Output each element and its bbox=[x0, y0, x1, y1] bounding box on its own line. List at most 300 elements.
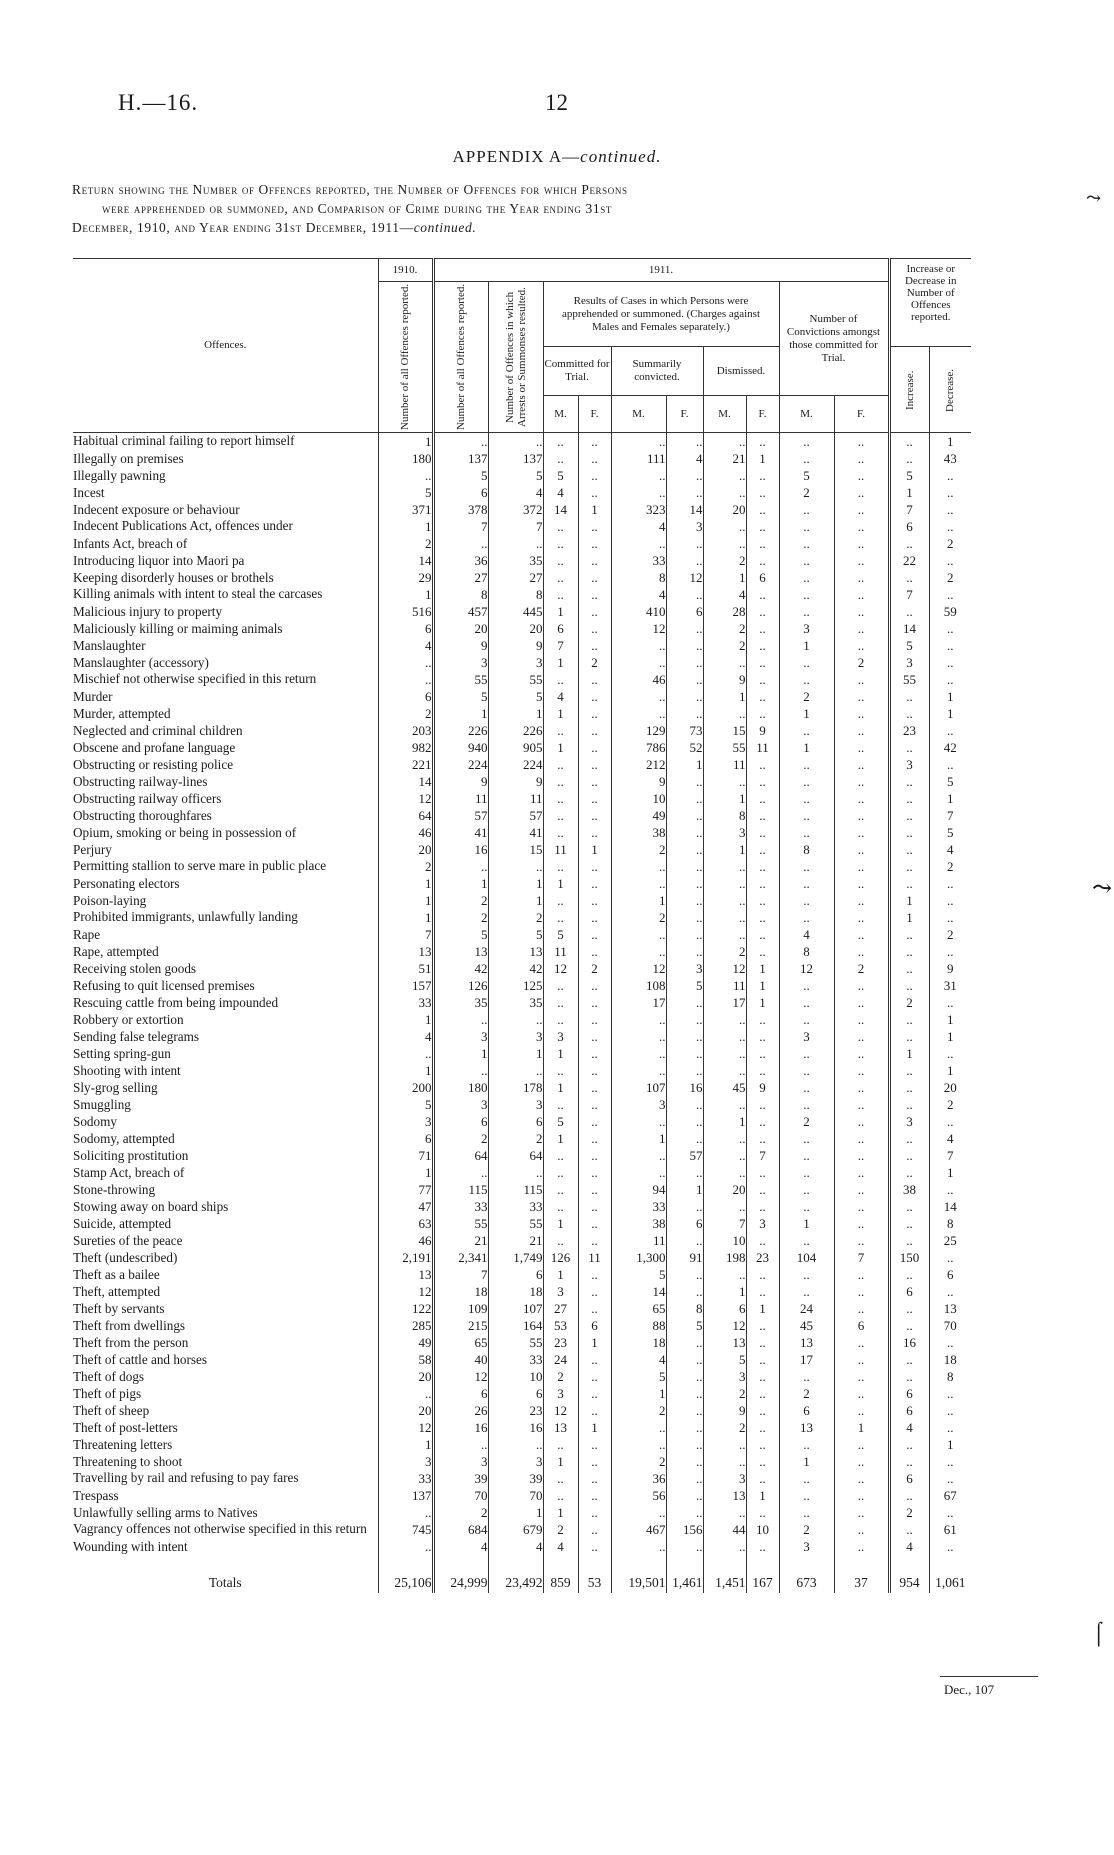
cell-dismissed-f: .. bbox=[746, 1538, 779, 1555]
cell-summarily-m: 8 bbox=[611, 569, 666, 586]
cell-committed-f: .. bbox=[578, 1385, 611, 1402]
cell-committed-m: 7 bbox=[543, 637, 578, 654]
cell-committed-m: 11 bbox=[543, 943, 578, 960]
cell-decrease: .. bbox=[929, 552, 971, 569]
cell-increase: 1 bbox=[889, 1045, 929, 1062]
cell-reported-1910: 29 bbox=[378, 569, 433, 586]
cell-dismissed-m: .. bbox=[703, 1028, 746, 1045]
cell-committed-m: .. bbox=[543, 518, 578, 535]
cell-arrests: 1,749 bbox=[488, 1249, 543, 1266]
cell-decrease: 1 bbox=[929, 688, 971, 705]
cell-committed-m: .. bbox=[543, 535, 578, 552]
cell-reported-1911: 26 bbox=[433, 1402, 488, 1419]
cell-summarily-f: .. bbox=[666, 909, 703, 926]
cell-committed-f: .. bbox=[578, 994, 611, 1011]
cell-increase: 2 bbox=[889, 1504, 929, 1521]
summarily-header: Summarily convicted. bbox=[611, 347, 703, 396]
cell-summarily-f: 91 bbox=[666, 1249, 703, 1266]
cell-arrests: 42 bbox=[488, 960, 543, 977]
cell-convictions-m: .. bbox=[779, 807, 834, 824]
cell-convictions-f: .. bbox=[834, 1402, 889, 1419]
cell-convictions-m: .. bbox=[779, 603, 834, 620]
cell-summarily-m: 38 bbox=[611, 824, 666, 841]
cell-convictions-f: .. bbox=[834, 1453, 889, 1470]
cell-dismissed-f: .. bbox=[746, 1028, 779, 1045]
cell-convictions-m: 6 bbox=[779, 1402, 834, 1419]
cell-arrests: 3 bbox=[488, 1096, 543, 1113]
cell-increase: .. bbox=[889, 1062, 929, 1079]
cell-arrests: 3 bbox=[488, 654, 543, 671]
cell-dismissed-m: .. bbox=[703, 1147, 746, 1164]
cell-arrests: 107 bbox=[488, 1300, 543, 1317]
table-row bbox=[73, 620, 971, 637]
cell-dismissed-f: .. bbox=[746, 620, 779, 637]
cell-increase: .. bbox=[889, 824, 929, 841]
cell-decrease: .. bbox=[929, 722, 971, 739]
cell-decrease: .. bbox=[929, 620, 971, 637]
cell-increase: .. bbox=[889, 790, 929, 807]
table-row bbox=[73, 1130, 971, 1147]
cell-dismissed-m: 12 bbox=[703, 1317, 746, 1334]
cell-committed-f: .. bbox=[578, 467, 611, 484]
decrease-footnote bbox=[944, 1682, 994, 1698]
cell-increase: .. bbox=[889, 1453, 929, 1470]
table-row bbox=[73, 1504, 971, 1521]
cell-arrests: .. bbox=[488, 535, 543, 552]
cell-convictions-f: .. bbox=[834, 1351, 889, 1368]
cell-committed-f: .. bbox=[578, 909, 611, 926]
cell-increase: .. bbox=[889, 960, 929, 977]
cell-convictions-m: .. bbox=[779, 875, 834, 892]
cell-committed-m: .. bbox=[543, 1198, 578, 1215]
offence-name: Wounding with intent bbox=[73, 1539, 188, 1554]
cell-convictions-m: 5 bbox=[779, 467, 834, 484]
cell-summarily-f: .. bbox=[666, 1028, 703, 1045]
title-line-2: were apprehended or summoned, and Comparison of Crime during the Year ending 31st bbox=[102, 201, 612, 216]
offence-name: Theft of post-letters bbox=[73, 1420, 178, 1435]
cell-summarily-f: .. bbox=[666, 1334, 703, 1351]
footnote-rule bbox=[940, 1676, 1038, 1677]
cell-reported-1911: 9 bbox=[433, 773, 488, 790]
offence-name: Permitting stallion to serve mare in public place bbox=[73, 858, 327, 873]
cell-dismissed-m: 2 bbox=[703, 620, 746, 637]
cell-committed-m: 3 bbox=[543, 1283, 578, 1300]
cell-convictions-f: .. bbox=[834, 1130, 889, 1147]
cell-reported-1910: 516 bbox=[378, 603, 433, 620]
cell-summarily-f: .. bbox=[666, 1283, 703, 1300]
cell-committed-f: 1 bbox=[578, 1334, 611, 1351]
cell-committed-f: .. bbox=[578, 569, 611, 586]
table-row bbox=[73, 1351, 971, 1368]
table-row bbox=[73, 467, 971, 484]
cell-dismissed-f: .. bbox=[746, 501, 779, 518]
header-row-years bbox=[73, 259, 971, 282]
cell-dismissed-f: .. bbox=[746, 807, 779, 824]
cell-reported-1911: 42 bbox=[433, 960, 488, 977]
offence-name: Obstructing railway officers bbox=[73, 791, 222, 806]
offence-name: Keeping disorderly houses or brothels bbox=[73, 570, 274, 585]
cell-convictions-m: .. bbox=[779, 994, 834, 1011]
cell-committed-m: 13 bbox=[543, 1419, 578, 1436]
cell-convictions-f: .. bbox=[834, 1470, 889, 1487]
cell-convictions-f: .. bbox=[834, 926, 889, 943]
margin-mark-icon: ⌠ bbox=[1092, 1620, 1106, 1645]
offence-name: Infants Act, breach of bbox=[73, 536, 188, 551]
offence-name: Theft from the person bbox=[73, 1335, 189, 1350]
cell-committed-m: .. bbox=[543, 1487, 578, 1504]
cell-decrease: 31 bbox=[929, 977, 971, 994]
cell-increase: .. bbox=[889, 943, 929, 960]
cell-committed-f: .. bbox=[578, 1300, 611, 1317]
totals-label: Totals bbox=[208, 1575, 242, 1590]
cell-dismissed-m: .. bbox=[703, 1062, 746, 1079]
cell-decrease: 4 bbox=[929, 1130, 971, 1147]
table-row bbox=[73, 501, 971, 518]
cell-summarily-m: .. bbox=[611, 943, 666, 960]
cell-arrests: 55 bbox=[488, 1215, 543, 1232]
cell-reported-1910: 1 bbox=[378, 586, 433, 603]
cell-summarily-m: 14 bbox=[611, 1283, 666, 1300]
cell-summarily-m: 2 bbox=[611, 909, 666, 926]
cell-convictions-f: .. bbox=[834, 943, 889, 960]
cell-increase: .. bbox=[889, 688, 929, 705]
cell-summarily-f: .. bbox=[666, 773, 703, 790]
cell-dismissed-f: .. bbox=[746, 603, 779, 620]
table-row bbox=[73, 807, 971, 824]
title-line-3-suffix: continued. bbox=[413, 220, 477, 235]
cell-dismissed-m: .. bbox=[703, 535, 746, 552]
cell-committed-f: .. bbox=[578, 824, 611, 841]
cell-committed-m: .. bbox=[543, 994, 578, 1011]
cell-summarily-m: .. bbox=[611, 535, 666, 552]
cell-arrests: 1 bbox=[488, 892, 543, 909]
cell-reported-1911: 940 bbox=[433, 739, 488, 756]
cell-reported-1911: 3 bbox=[433, 654, 488, 671]
cell-summarily-m: 1 bbox=[611, 1130, 666, 1147]
cell-committed-f: .. bbox=[578, 773, 611, 790]
cell-dismissed-f: 10 bbox=[746, 1521, 779, 1538]
cell-dismissed-f: .. bbox=[746, 926, 779, 943]
cell-convictions-m: .. bbox=[779, 977, 834, 994]
offences-table-body bbox=[73, 433, 971, 1556]
cell-convictions-f: 2 bbox=[834, 654, 889, 671]
cell-convictions-f: .. bbox=[834, 1215, 889, 1232]
incdec-header: Increase or Decrease in Number of Offences reported. bbox=[889, 259, 971, 347]
cell-reported-1910: 221 bbox=[378, 756, 433, 773]
cell-increase: .. bbox=[889, 1266, 929, 1283]
cell-convictions-f: .. bbox=[834, 535, 889, 552]
cell-convictions-m: .. bbox=[779, 722, 834, 739]
cell-reported-1911: 39 bbox=[433, 1470, 488, 1487]
offence-name: Habitual criminal failing to report himself bbox=[73, 433, 295, 448]
cell-reported-1911: 7 bbox=[433, 1266, 488, 1283]
cell-decrease: .. bbox=[929, 484, 971, 501]
cell-convictions-m: 8 bbox=[779, 943, 834, 960]
cell-committed-m: .. bbox=[543, 1232, 578, 1249]
offence-name: Setting spring-gun bbox=[73, 1046, 171, 1061]
cell-reported-1911: .. bbox=[433, 535, 488, 552]
cell-decrease: 25 bbox=[929, 1232, 971, 1249]
table-row bbox=[73, 1164, 971, 1181]
cell-committed-m: 27 bbox=[543, 1300, 578, 1317]
cell-dismissed-f: 23 bbox=[746, 1249, 779, 1266]
cell-reported-1911: 36 bbox=[433, 552, 488, 569]
cell-arrests: .. bbox=[488, 1436, 543, 1453]
cell-dismissed-m: 10 bbox=[703, 1232, 746, 1249]
cell-summarily-f: .. bbox=[666, 586, 703, 603]
cell-summarily-f: 12 bbox=[666, 569, 703, 586]
cell-summarily-m: .. bbox=[611, 1164, 666, 1181]
offence-name: Maliciously killing or maiming animals bbox=[73, 621, 283, 636]
offence-name: Stamp Act, breach of bbox=[73, 1165, 185, 1180]
cell-convictions-f: .. bbox=[834, 671, 889, 688]
cell-convictions-f: .. bbox=[834, 467, 889, 484]
table-row bbox=[73, 450, 971, 467]
cell-committed-f: .. bbox=[578, 1504, 611, 1521]
cell-committed-m: .. bbox=[543, 1164, 578, 1181]
cell-decrease: 2 bbox=[929, 1096, 971, 1113]
cell-reported-1911: 2 bbox=[433, 1504, 488, 1521]
table-row bbox=[73, 637, 971, 654]
cell-increase: .. bbox=[889, 841, 929, 858]
cell-committed-m: 4 bbox=[543, 1538, 578, 1555]
cell-dismissed-f: .. bbox=[746, 1419, 779, 1436]
cell-arrests: 3 bbox=[488, 1028, 543, 1045]
cell-dismissed-f: 1 bbox=[746, 977, 779, 994]
cell-reported-1911: 57 bbox=[433, 807, 488, 824]
cell-increase: .. bbox=[889, 926, 929, 943]
cell-dismissed-f: .. bbox=[746, 773, 779, 790]
cell-decrease: 13 bbox=[929, 1300, 971, 1317]
cell-committed-m: 1 bbox=[543, 1215, 578, 1232]
table-row bbox=[73, 1521, 971, 1538]
cell-committed-f: .. bbox=[578, 1368, 611, 1385]
cell-reported-1910: 77 bbox=[378, 1181, 433, 1198]
cell-summarily-f: 6 bbox=[666, 1215, 703, 1232]
totals-arrests: 23,492 bbox=[488, 1555, 543, 1593]
cell-reported-1911: 6 bbox=[433, 1385, 488, 1402]
cell-summarily-f: .. bbox=[666, 875, 703, 892]
cell-convictions-f: .. bbox=[834, 1011, 889, 1028]
cell-dismissed-f: 11 bbox=[746, 739, 779, 756]
cell-convictions-f: .. bbox=[834, 756, 889, 773]
cell-summarily-m: 108 bbox=[611, 977, 666, 994]
cell-convictions-m: 4 bbox=[779, 926, 834, 943]
cell-increase: .. bbox=[889, 1487, 929, 1504]
offence-name: Theft (undescribed) bbox=[73, 1250, 178, 1265]
cell-reported-1911: 224 bbox=[433, 756, 488, 773]
cell-increase: 6 bbox=[889, 1402, 929, 1419]
cell-summarily-f: .. bbox=[666, 1402, 703, 1419]
convictions-f: F. bbox=[834, 396, 889, 433]
cell-convictions-f: .. bbox=[834, 1198, 889, 1215]
cell-dismissed-f: 1 bbox=[746, 1487, 779, 1504]
cell-reported-1910: 157 bbox=[378, 977, 433, 994]
cell-reported-1911: 3 bbox=[433, 1453, 488, 1470]
cell-convictions-m: .. bbox=[779, 858, 834, 875]
cell-decrease: .. bbox=[929, 909, 971, 926]
cell-convictions-m: .. bbox=[779, 1283, 834, 1300]
cell-committed-f: .. bbox=[578, 518, 611, 535]
cell-reported-1911: .. bbox=[433, 1011, 488, 1028]
cell-increase: .. bbox=[889, 1011, 929, 1028]
cell-reported-1911: 5 bbox=[433, 688, 488, 705]
cell-dismissed-m: 1 bbox=[703, 569, 746, 586]
cell-arrests: 137 bbox=[488, 450, 543, 467]
cell-summarily-f: .. bbox=[666, 552, 703, 569]
cell-reported-1910: 64 bbox=[378, 807, 433, 824]
cell-summarily-m: 129 bbox=[611, 722, 666, 739]
cell-summarily-f: .. bbox=[666, 1198, 703, 1215]
cell-increase: .. bbox=[889, 1368, 929, 1385]
cell-summarily-m: 4 bbox=[611, 1351, 666, 1368]
cell-reported-1911: 137 bbox=[433, 450, 488, 467]
cell-summarily-m: .. bbox=[611, 467, 666, 484]
cell-dismissed-f: .. bbox=[746, 552, 779, 569]
offence-name: Obstructing or resisting police bbox=[73, 757, 234, 772]
cell-dismissed-m: .. bbox=[703, 858, 746, 875]
cell-increase: 1 bbox=[889, 909, 929, 926]
offence-name: Introducing liquor into Maori pa bbox=[73, 553, 245, 568]
cell-increase: 1 bbox=[889, 484, 929, 501]
decrease-label: Decrease. bbox=[944, 367, 957, 412]
table-row bbox=[73, 960, 971, 977]
offences-table bbox=[73, 258, 971, 1593]
cell-convictions-f: .. bbox=[834, 1283, 889, 1300]
cell-decrease: 1 bbox=[929, 705, 971, 722]
cell-committed-f: .. bbox=[578, 977, 611, 994]
table-row bbox=[73, 994, 971, 1011]
cell-dismissed-m: .. bbox=[703, 467, 746, 484]
cell-summarily-f: 4 bbox=[666, 450, 703, 467]
cell-dismissed-m: 2 bbox=[703, 552, 746, 569]
reported-1911-label: Number of all Offences reported. bbox=[455, 283, 467, 431]
cell-arrests: 10 bbox=[488, 1368, 543, 1385]
cell-committed-f: .. bbox=[578, 586, 611, 603]
cell-dismissed-f: .. bbox=[746, 943, 779, 960]
cell-dismissed-f: .. bbox=[746, 586, 779, 603]
cell-committed-f: .. bbox=[578, 1232, 611, 1249]
cell-dismissed-f: 9 bbox=[746, 1079, 779, 1096]
table-row bbox=[73, 756, 971, 773]
cell-convictions-m: 3 bbox=[779, 620, 834, 637]
cell-decrease: 2 bbox=[929, 926, 971, 943]
cell-convictions-m: 8 bbox=[779, 841, 834, 858]
cell-convictions-f: .. bbox=[834, 705, 889, 722]
cell-decrease: .. bbox=[929, 875, 971, 892]
table-row bbox=[73, 586, 971, 603]
cell-summarily-f: 3 bbox=[666, 518, 703, 535]
table-row bbox=[73, 1283, 971, 1300]
cell-convictions-m: 2 bbox=[779, 1521, 834, 1538]
cell-reported-1911: 55 bbox=[433, 1215, 488, 1232]
offence-name: Obstructing thoroughfares bbox=[73, 808, 212, 823]
cell-committed-f: .. bbox=[578, 1096, 611, 1113]
cell-dismissed-f: .. bbox=[746, 1453, 779, 1470]
cell-committed-f: .. bbox=[578, 1164, 611, 1181]
cell-arrests: 2 bbox=[488, 1130, 543, 1147]
cell-committed-m: 4 bbox=[543, 484, 578, 501]
cell-reported-1910: 1 bbox=[378, 518, 433, 535]
offence-name: Sodomy bbox=[73, 1114, 117, 1129]
cell-reported-1910: 6 bbox=[378, 688, 433, 705]
cell-dismissed-m: 2 bbox=[703, 1419, 746, 1436]
reported-1910-label: Number of all Offences reported. bbox=[399, 283, 411, 431]
cell-convictions-f: .. bbox=[834, 1062, 889, 1079]
cell-summarily-f: .. bbox=[666, 790, 703, 807]
cell-reported-1911: 40 bbox=[433, 1351, 488, 1368]
cell-summarily-m: 786 bbox=[611, 739, 666, 756]
cell-dismissed-m: 20 bbox=[703, 501, 746, 518]
cell-committed-f: .. bbox=[578, 1283, 611, 1300]
cell-summarily-f: .. bbox=[666, 926, 703, 943]
cell-reported-1910: .. bbox=[378, 671, 433, 688]
cell-dismissed-m: .. bbox=[703, 1453, 746, 1470]
cell-dismissed-m: .. bbox=[703, 1266, 746, 1283]
cell-convictions-f: .. bbox=[834, 977, 889, 994]
cell-arrests: 6 bbox=[488, 1113, 543, 1130]
table-row bbox=[73, 1096, 971, 1113]
table-row bbox=[73, 535, 971, 552]
cell-convictions-f: .. bbox=[834, 1113, 889, 1130]
table-row bbox=[73, 943, 971, 960]
cell-summarily-f: 5 bbox=[666, 1317, 703, 1334]
cell-dismissed-f: 3 bbox=[746, 1215, 779, 1232]
cell-reported-1911: 1 bbox=[433, 705, 488, 722]
cell-dismissed-m: .. bbox=[703, 1436, 746, 1453]
cell-decrease: 1 bbox=[929, 1062, 971, 1079]
cell-summarily-f: .. bbox=[666, 1011, 703, 1028]
col-arrests bbox=[488, 282, 543, 433]
offence-name: Suicide, attempted bbox=[73, 1216, 172, 1231]
cell-committed-f: .. bbox=[578, 1079, 611, 1096]
cell-summarily-f: .. bbox=[666, 1436, 703, 1453]
cell-summarily-f: .. bbox=[666, 1419, 703, 1436]
cell-increase: .. bbox=[889, 1130, 929, 1147]
cell-reported-1910: 3 bbox=[378, 1453, 433, 1470]
cell-arrests: 6 bbox=[488, 1266, 543, 1283]
cell-summarily-m: 38 bbox=[611, 1215, 666, 1232]
dismissed-m: M. bbox=[703, 396, 746, 433]
cell-committed-m: 3 bbox=[543, 1028, 578, 1045]
cell-summarily-m: 65 bbox=[611, 1300, 666, 1317]
cell-dismissed-m: .. bbox=[703, 433, 746, 451]
cell-convictions-f: .. bbox=[834, 569, 889, 586]
cell-committed-m: 23 bbox=[543, 1334, 578, 1351]
cell-increase: 4 bbox=[889, 1419, 929, 1436]
cell-decrease: 4 bbox=[929, 841, 971, 858]
footnote-text: Dec., 107 bbox=[944, 1682, 995, 1697]
cell-convictions-f: .. bbox=[834, 484, 889, 501]
offence-name: Rape bbox=[73, 927, 101, 942]
cell-increase: .. bbox=[889, 535, 929, 552]
cell-arrests: 3 bbox=[488, 1453, 543, 1470]
cell-convictions-f: .. bbox=[834, 909, 889, 926]
cell-dismissed-m: .. bbox=[703, 892, 746, 909]
committed-m: M. bbox=[543, 396, 578, 433]
offence-name: Theft as a bailee bbox=[73, 1267, 160, 1282]
cell-increase: 3 bbox=[889, 654, 929, 671]
totals-convictions-f: 37 bbox=[834, 1555, 889, 1593]
table-row bbox=[73, 1011, 971, 1028]
offence-name: Manslaughter bbox=[73, 638, 146, 653]
cell-committed-m: 1 bbox=[543, 1079, 578, 1096]
cell-reported-1911: 2,341 bbox=[433, 1249, 488, 1266]
offence-name: Prohibited immigrants, unlawfully landing bbox=[73, 909, 298, 924]
table-row bbox=[73, 1334, 971, 1351]
offence-name: Manslaughter (accessory) bbox=[73, 655, 209, 670]
cell-summarily-f: .. bbox=[666, 637, 703, 654]
